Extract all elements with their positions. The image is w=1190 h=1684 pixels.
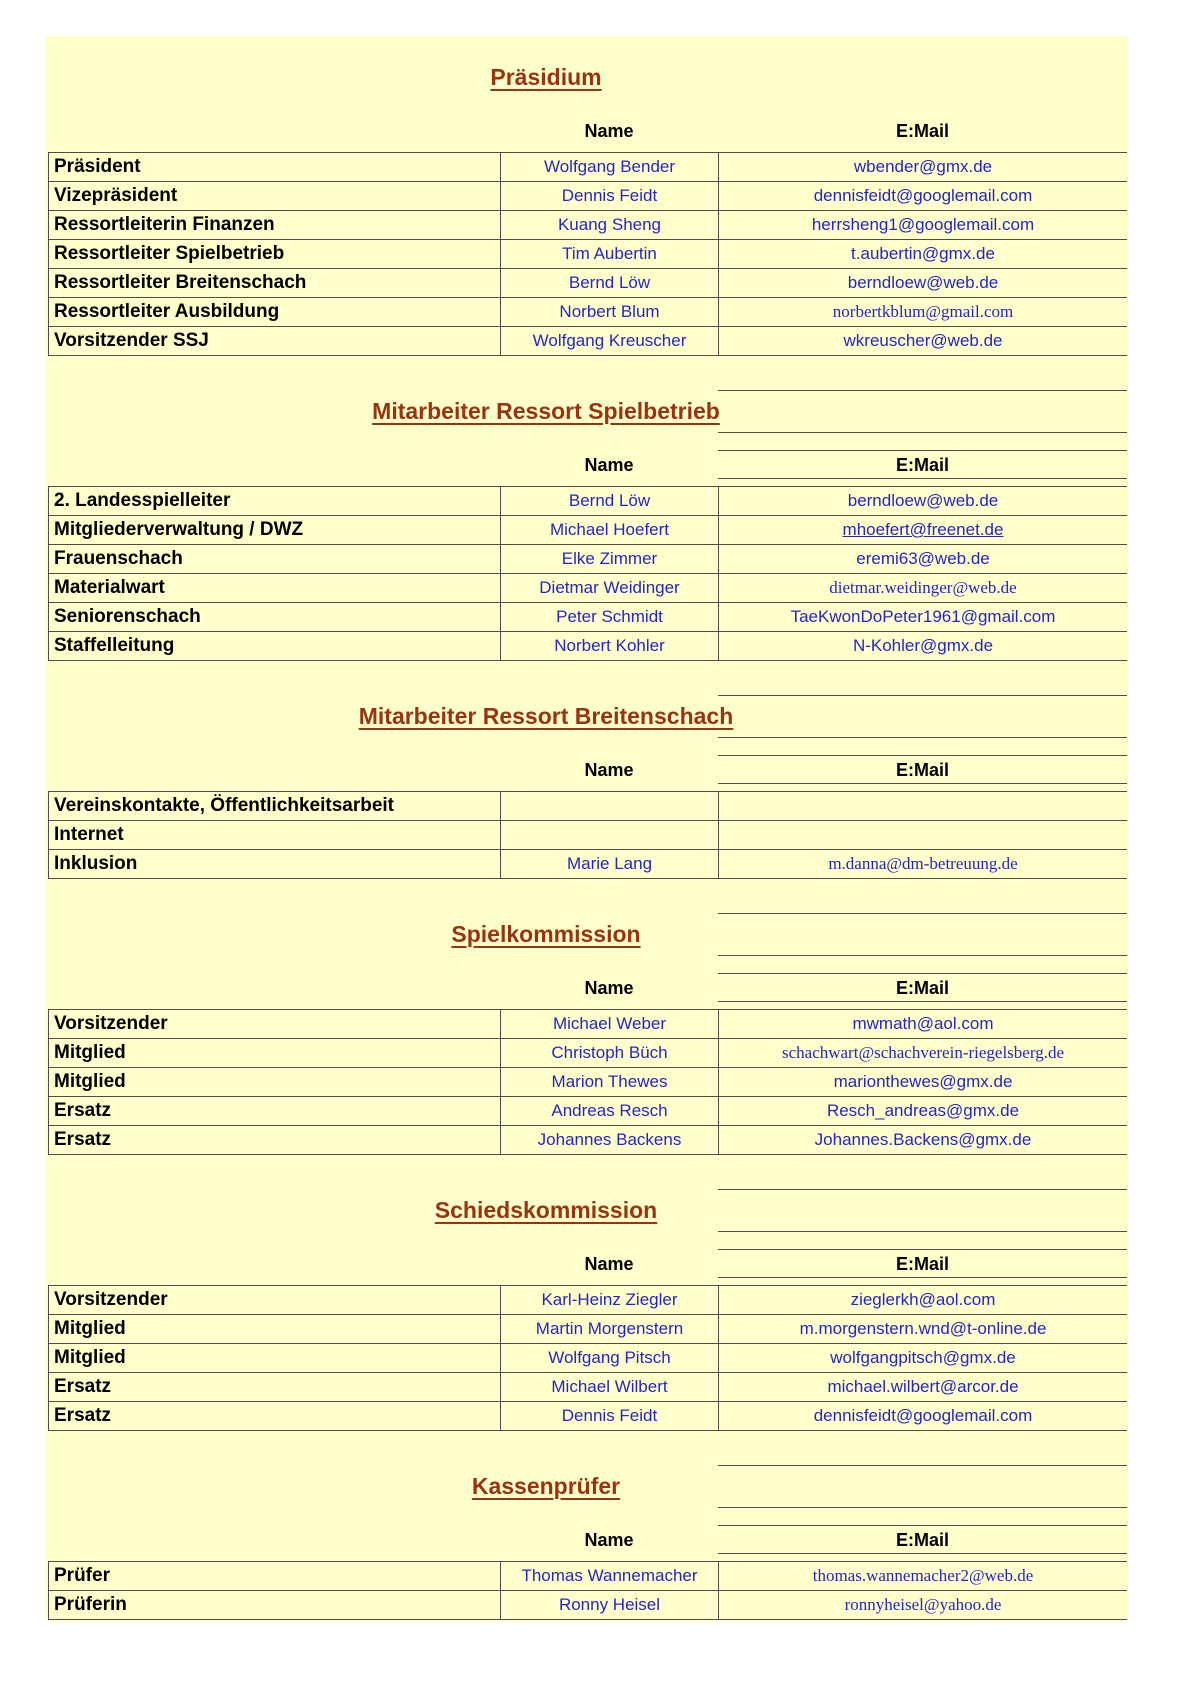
role-cell: Mitglied [48,1068,500,1097]
email-link[interactable]: zieglerkh@aol.com [850,1290,996,1309]
name-cell: Dietmar Weidinger [500,574,718,603]
column-header-email: E:Mail [895,760,949,780]
email-cell [718,821,1127,850]
name-cell: Tim Aubertin [500,240,718,269]
role-cell: Ressortleiter Spielbetrieb [48,240,500,269]
email-column-rule [718,1231,1127,1232]
section-title: Mitarbeiter Ressort Spielbetrieb [372,398,720,424]
role-cell: Prüferin [48,1591,500,1620]
role-cell: Ersatz [48,1373,500,1402]
name-cell: Norbert Blum [500,298,718,327]
email-column-rule [718,973,1127,974]
email-link[interactable]: dennisfeidt@googlemail.com [813,186,1033,205]
role-cell: Ressortleiter Breitenschach [48,269,500,298]
email-cell [718,487,1127,516]
email-link[interactable]: dennisfeidt@googlemail.com [813,1406,1033,1425]
section-header-block [46,1189,1128,1285]
column-header-email: E:Mail [895,978,949,998]
email-cell [718,269,1127,298]
email-cell [718,632,1127,661]
section-header-block [46,390,1128,486]
name-cell: Ronny Heisel [500,1591,718,1620]
section-header-block [46,695,1128,791]
name-cell: Andreas Resch [500,1097,718,1126]
section-spielkommission [46,913,1128,1155]
role-cell: Seniorenschach [48,603,500,632]
role-cell: Mitglied [48,1315,500,1344]
role-cell: 2. Landesspielleiter [48,487,500,516]
role-cell: Vorsitzender SSJ [48,327,500,356]
email-link[interactable]: thomas.wannemacher2@web.de [812,1566,1034,1585]
email-link[interactable]: wkreuscher@web.de [843,331,1003,350]
email-column-rule [718,478,1127,479]
role-cell: Vereinskontakte, Öffentlichkeitsarbeit [48,792,500,821]
contacts-table [48,486,1127,661]
column-header-name: Name [584,121,634,141]
role-cell: Frauenschach [48,545,500,574]
email-cell [718,182,1127,211]
email-link[interactable]: m.morgenstern.wnd@t-online.de [799,1319,1047,1338]
email-link[interactable]: wolfgangpitsch@gmx.de [830,1348,1016,1367]
name-cell: Marion Thewes [500,1068,718,1097]
email-link[interactable]: eremi63@web.de [856,549,990,568]
role-cell: Prüfer [48,1562,500,1591]
email-cell [718,1286,1127,1315]
email-column-rule [718,1525,1127,1526]
email-column-rule [718,955,1127,956]
email-cell [718,1591,1127,1620]
section-header-block [46,56,1128,152]
role-cell: Ressortleiter Ausbildung [48,298,500,327]
email-cell [718,545,1127,574]
email-link[interactable]: TaeKwonDoPeter1961@gmail.com [790,607,1056,626]
column-header-name: Name [584,978,634,998]
email-column-rule [718,1189,1127,1190]
contacts-table [48,152,1127,356]
section-kassenpruefer [46,1465,1128,1620]
email-column-rule [718,1001,1127,1002]
name-cell: Wolfgang Bender [500,153,718,182]
email-link[interactable]: mhoefert@freenet.de [842,520,1004,539]
section-breitenschach [46,695,1128,879]
role-cell: Materialwart [48,574,500,603]
column-header-name: Name [584,1530,634,1550]
name-cell: Michael Hoefert [500,516,718,545]
email-link[interactable]: Resch_andreas@gmx.de [826,1101,1020,1120]
email-cell [718,1126,1127,1155]
name-cell: Peter Schmidt [500,603,718,632]
email-cell [718,574,1127,603]
email-column-rule [718,432,1127,433]
contacts-table [48,1285,1127,1431]
role-cell: Mitglied [48,1344,500,1373]
name-cell: Thomas Wannemacher [500,1562,718,1591]
section-title: Kassenprüfer [471,1473,621,1499]
email-link[interactable]: herrsheng1@googlemail.com [811,215,1035,234]
name-cell: Johannes Backens [500,1126,718,1155]
email-column-rule [718,1507,1127,1508]
email-cell [718,327,1127,356]
name-cell: Wolfgang Kreuscher [500,327,718,356]
email-link[interactable]: Johannes.Backens@gmx.de [814,1130,1032,1149]
email-column-rule [718,783,1127,784]
email-column-rule [718,1553,1127,1554]
email-cell [718,1315,1127,1344]
column-header-name: Name [584,1254,634,1274]
email-link[interactable]: ronnyheisel@yahoo.de [844,1595,1002,1614]
column-header-name: Name [584,760,634,780]
name-cell: Wolfgang Pitsch [500,1344,718,1373]
role-cell: Ersatz [48,1402,500,1431]
section-title: Mitarbeiter Ressort Breitenschach [358,703,734,729]
email-column-rule [718,390,1127,391]
column-header-email: E:Mail [895,121,949,141]
role-cell: Internet [48,821,500,850]
name-cell: Christoph Büch [500,1039,718,1068]
name-cell: Michael Wilbert [500,1373,718,1402]
contacts-table [48,791,1127,879]
section-spielbetrieb [46,390,1128,661]
role-cell: Ersatz [48,1126,500,1155]
name-cell: Dennis Feidt [500,182,718,211]
column-header-email: E:Mail [895,1530,949,1550]
section-title: Spielkommission [451,921,641,947]
email-link[interactable]: m.danna@dm-betreuung.de [828,854,1018,873]
name-cell [500,792,718,821]
contacts-sheet [46,36,1128,1621]
name-cell: Elke Zimmer [500,545,718,574]
email-cell [718,1010,1127,1039]
name-cell [500,821,718,850]
email-cell [718,153,1127,182]
email-column-rule [718,1277,1127,1278]
column-header-name: Name [584,455,634,475]
role-cell: Inklusion [48,850,500,879]
name-cell: Karl-Heinz Ziegler [500,1286,718,1315]
role-cell: Vizepräsident [48,182,500,211]
email-cell [718,240,1127,269]
email-link[interactable]: schachwart@schachverein-riegelsberg.de [781,1043,1064,1062]
role-cell: Staffelleitung [48,632,500,661]
email-link[interactable]: N-Kohler@gmx.de [852,636,994,655]
section-schiedskommission [46,1189,1128,1431]
email-cell [718,1097,1127,1126]
name-cell: Kuang Sheng [500,211,718,240]
email-cell [718,1068,1127,1097]
column-header-email: E:Mail [895,1254,949,1274]
email-column-rule [718,1249,1127,1250]
role-cell: Ersatz [48,1097,500,1126]
name-cell: Bernd Löw [500,487,718,516]
role-cell: Mitglied [48,1039,500,1068]
email-column-rule [718,1465,1127,1466]
email-link[interactable]: berndloew@web.de [847,273,999,292]
name-cell: Michael Weber [500,1010,718,1039]
role-cell: Präsident [48,153,500,182]
email-column-rule [718,737,1127,738]
email-link[interactable]: dietmar.weidinger@web.de [829,578,1017,597]
name-cell: Marie Lang [500,850,718,879]
email-column-rule [718,450,1127,451]
email-cell [718,603,1127,632]
section-title: Präsidium [490,64,602,90]
name-cell: Martin Morgenstern [500,1315,718,1344]
email-link[interactable]: berndloew@web.de [847,491,999,510]
email-cell [718,298,1127,327]
email-link[interactable]: marionthewes@gmx.de [833,1072,1013,1091]
section-praesidium [46,56,1128,356]
role-cell: Vorsitzender [48,1010,500,1039]
name-cell: Bernd Löw [500,269,718,298]
role-cell: Vorsitzender [48,1286,500,1315]
email-cell [718,1039,1127,1068]
section-title: Schiedskommission [434,1197,658,1223]
email-cell [718,850,1127,879]
email-column-rule [718,695,1127,696]
section-header-block [46,913,1128,1009]
contacts-table [48,1561,1127,1620]
email-link[interactable]: t.aubertin@gmx.de [851,244,995,263]
role-cell: Ressortleiterin Finanzen [48,211,500,240]
email-cell [718,1402,1127,1431]
email-link[interactable]: wbender@gmx.de [853,157,993,176]
email-cell [718,516,1127,545]
email-cell [718,792,1127,821]
email-column-rule [718,755,1127,756]
email-cell [718,1344,1127,1373]
name-cell: Norbert Kohler [500,632,718,661]
email-link[interactable]: norbertkblum@gmail.com [832,302,1014,321]
email-cell [718,1373,1127,1402]
email-column-rule [718,913,1127,914]
section-header-block [46,1465,1128,1561]
contacts-table [48,1009,1127,1155]
email-link[interactable]: mwmath@aol.com [852,1014,994,1033]
email-cell [718,211,1127,240]
name-cell: Dennis Feidt [500,1402,718,1431]
email-cell [718,1562,1127,1591]
role-cell: Mitgliederverwaltung / DWZ [48,516,500,545]
column-header-email: E:Mail [895,455,949,475]
email-link[interactable]: michael.wilbert@arcor.de [827,1377,1019,1396]
